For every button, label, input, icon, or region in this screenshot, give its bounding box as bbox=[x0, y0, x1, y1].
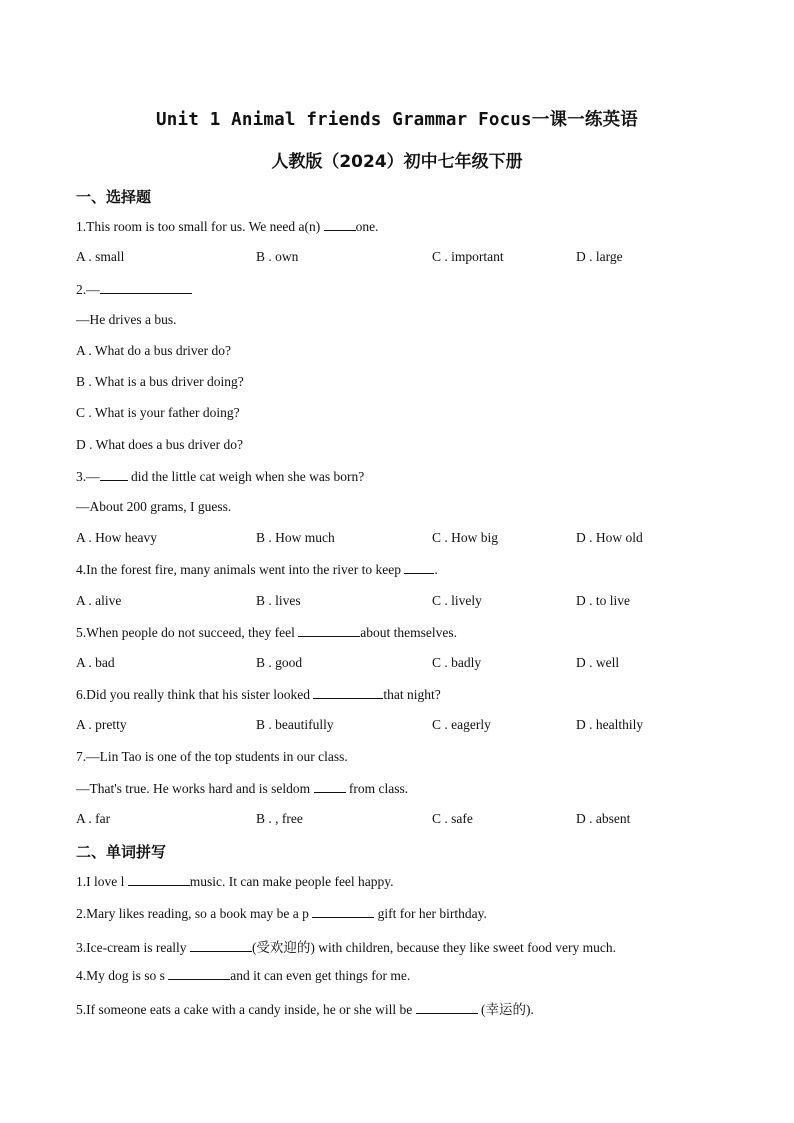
section-heading-multiple-choice: 一、选择题 bbox=[76, 188, 152, 206]
option-d: D . large bbox=[576, 249, 623, 264]
answer-blank bbox=[168, 967, 230, 980]
option-b: B . beautifully bbox=[256, 717, 334, 732]
question-2-reply: —He drives a bus. bbox=[76, 312, 177, 327]
option-d: D . well bbox=[576, 655, 620, 670]
option-c: C . badly bbox=[432, 655, 482, 670]
title-english: Unit 1 Animal friends Grammar Focus bbox=[156, 110, 532, 130]
document-title bbox=[0, 106, 794, 131]
answer-blank bbox=[190, 939, 252, 952]
answer-blank bbox=[313, 686, 383, 699]
option-a: A . bad bbox=[76, 655, 115, 670]
spelling-5: 5.If someone eats a cake with a candy inside, he or she will be (幸运的). bbox=[76, 1002, 534, 1017]
option-b: B . good bbox=[256, 655, 303, 670]
option-d: D . What does a bus driver do? bbox=[76, 437, 243, 452]
option-c: C . lively bbox=[432, 593, 482, 608]
spelling-1: 1.I love l music. It can make people feel happy. bbox=[76, 874, 394, 889]
option-a: A . small bbox=[76, 249, 125, 264]
question-7: 7.—Lin Tao is one of the top students in our class. bbox=[76, 749, 348, 764]
option-a: A . alive bbox=[76, 593, 122, 608]
option-c: C . important bbox=[432, 249, 504, 264]
question-3-reply: —About 200 grams, I guess. bbox=[76, 499, 232, 514]
option-b: B . , free bbox=[256, 811, 303, 826]
answer-blank bbox=[312, 905, 374, 918]
answer-blank bbox=[416, 1001, 478, 1014]
answer-blank bbox=[314, 780, 346, 793]
option-c: C . What is your father doing? bbox=[76, 405, 240, 420]
question-3: 3.— did the little cat weigh when she was born? bbox=[76, 469, 365, 484]
option-b: B . lives bbox=[256, 593, 301, 608]
option-d: D . healthily bbox=[576, 717, 644, 732]
option-c: C . eagerly bbox=[432, 717, 491, 732]
spelling-2: 2.Mary likes reading, so a book may be a p gift for her birthday. bbox=[76, 906, 487, 921]
option-d: D . absent bbox=[576, 811, 631, 826]
title-chinese: 一课一练英语 bbox=[531, 110, 638, 130]
spelling-4: 4.My dog is so s and it can even get things for me. bbox=[76, 968, 411, 983]
question-1: 1.This room is too small for us. We need a(n) one. bbox=[76, 219, 379, 234]
option-a: A . How heavy bbox=[76, 530, 157, 545]
question-6: 6.Did you really think that his sister looked that night? bbox=[76, 687, 441, 702]
option-c: C . safe bbox=[432, 811, 473, 826]
answer-blank bbox=[100, 468, 128, 481]
option-a: A . pretty bbox=[76, 717, 127, 732]
question-7-reply: —That's true. He works hard and is seldom from class. bbox=[76, 781, 409, 796]
spelling-3: 3.Ice-cream is really (受欢迎的) with children, because they like sweet food very much. bbox=[76, 940, 616, 955]
document-subtitle: 人教版（2024）初中七年级下册 bbox=[271, 152, 523, 172]
answer-blank bbox=[100, 281, 192, 294]
option-b: B . How much bbox=[256, 530, 335, 545]
section-heading-spelling: 二、单词拼写 bbox=[76, 843, 167, 861]
answer-blank bbox=[324, 218, 356, 231]
option-b: B . What is a bus driver doing? bbox=[76, 374, 244, 389]
option-d: D . How old bbox=[576, 530, 643, 545]
question-4: 4.In the forest fire, many animals went into the river to keep . bbox=[76, 562, 438, 577]
option-a: A . far bbox=[76, 811, 111, 826]
option-c: C . How big bbox=[432, 530, 499, 545]
option-a: A . What do a bus driver do? bbox=[76, 343, 231, 358]
question-5: 5.When people do not succeed, they feel about themselves. bbox=[76, 625, 458, 640]
option-d: D . to live bbox=[576, 593, 630, 608]
option-b: B . own bbox=[256, 249, 299, 264]
question-2: 2.— bbox=[76, 281, 192, 298]
answer-blank bbox=[128, 873, 190, 886]
answer-blank bbox=[404, 561, 434, 574]
answer-blank bbox=[298, 624, 360, 637]
